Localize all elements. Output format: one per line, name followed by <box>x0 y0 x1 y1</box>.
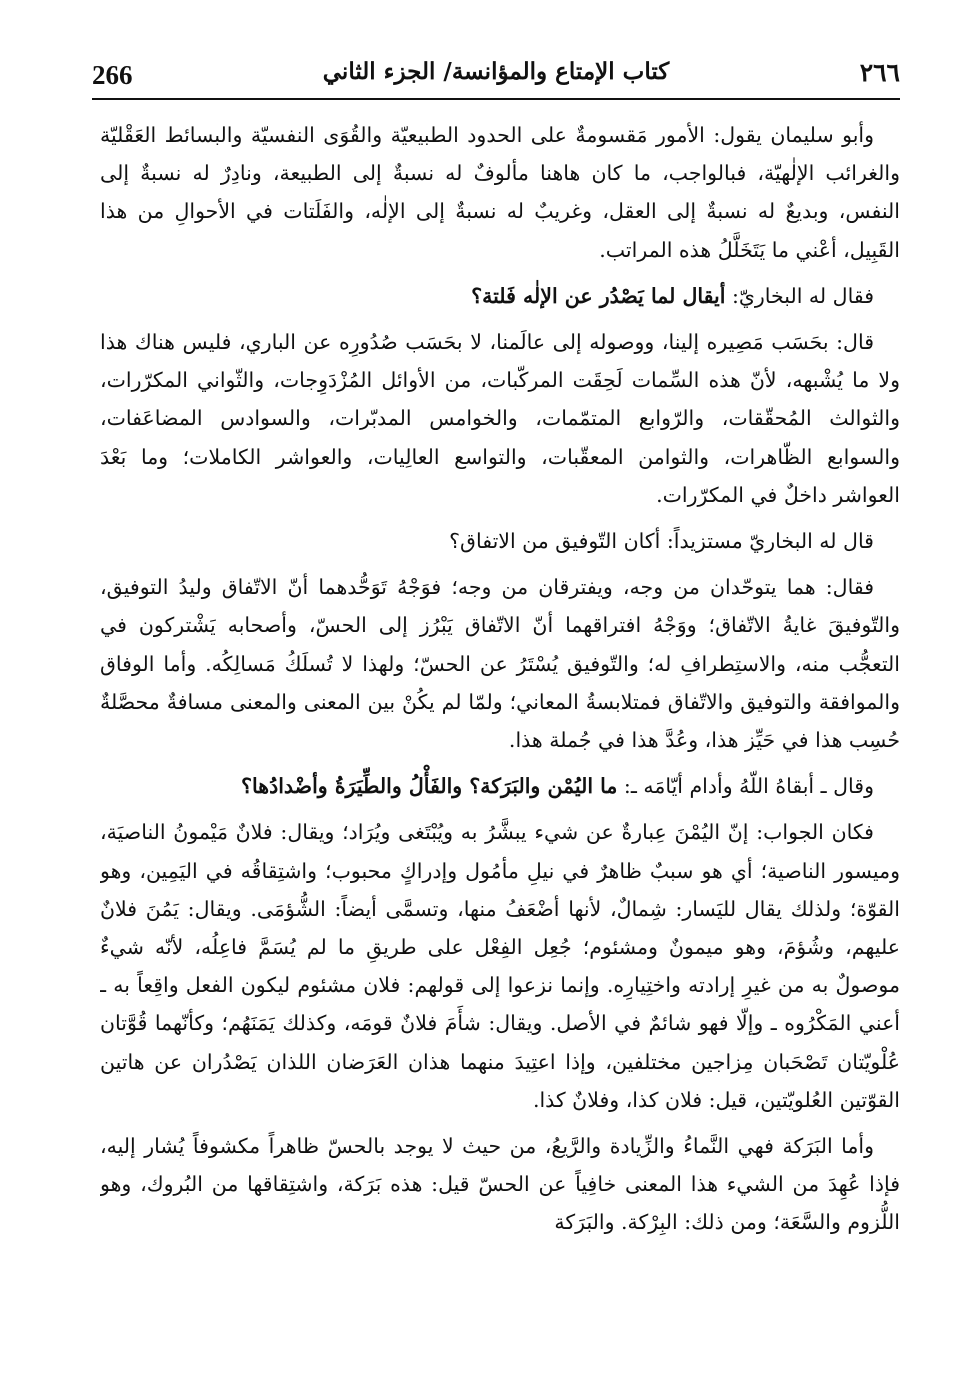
paragraph <box>100 277 900 315</box>
paragraph-text: وقال ـ أبقاهُ اللّهُ وأدام أيّامَه ـ: <box>617 774 874 799</box>
page-number-arabic: ٢٦٦ <box>859 58 900 87</box>
paragraph-text: فقال له البخاريّ: <box>725 283 874 308</box>
paragraph <box>100 116 900 269</box>
paragraph <box>100 767 900 805</box>
paragraph <box>100 522 900 560</box>
page-number-latin: 266 <box>92 60 133 90</box>
paragraph-text: فكان الجواب: إنّ اليُمْنَ عِبارةٌ عن شيء يبشَّرُ به ويُبْتَغى ويُرَاد؛ ويقال: فلانٌ مَيْمونُ الناصيَة، وميسور الناصية؛ أي هو سببٌ ظاهرٌ في نيلِ مأمُول وإدراكٍ محبوب؛ واشتِقاقُه في اليَمِين، وهو القوّة؛ ولذلك يقال لليَسار: شِمالٌ، لأنها أضْعَفُ منها، وتسمَّى أيضاً: الشُّؤمَى. ويقال: يَمُنَ فلانٌ عليهم، وشُؤمَ، وهو ميمونٌ ومشئوم؛ جُعِل الفِعْل على طريقِ ما لم يُسَمَّ فاعِلُه، لأنّه شيءٌ موصولٌ به من غيرِ إرادته واختِيارِه. وإنما نزعوا إلى قولهم: فلان مشئوم ليكون الفعل واقِعاً به ـ أعني المَكْرُوه ـ وإلّا فهو شائمٌ في الأصل. ويقال: شأَمَ فلانٌ قومَه، وكذلك يَمَنَهُم؛ وكأنّهما قُوَّتان عُلْويّتان تَصْحَبان مِزاجين مختلفين، وإذا اعتِيدَ منهما هذان العَرَضان اللذان يَصْدُران عن هاتين القوّتين العُلويّتين، قيل: فلان كذا، وفلانٌ كذا. <box>100 820 900 1112</box>
header-divider <box>92 98 900 100</box>
paragraph <box>100 813 900 1119</box>
page-header <box>92 56 900 104</box>
question-text: أيقال لما يَصْدُر عن الإلٰه فَلتة؟ <box>471 283 726 308</box>
page-body <box>100 116 900 1366</box>
running-title: كتاب الإمتاع والمؤانسة/ الجزء الثاني <box>322 58 670 85</box>
paragraph <box>100 1127 900 1242</box>
question-text: ما اليُمْن والبَرَكة؟ والفَأْلُ والطِّيَرَةُ وأضْدادُها؟ <box>241 774 618 799</box>
paragraph <box>100 323 900 514</box>
paragraph <box>100 568 900 759</box>
paragraph-text: قال له البخاريّ مستزيداً: أكان التّوفيق من الاتفاق؟ <box>449 529 874 554</box>
paragraph-text: وأبو سليمان يقول: الأمور مَقسومةٌ على الحدود الطبيعيّة والقُوَى النفسيّة والبسائط العَقْليّة والغرائب الإلٰهيّة، فبالواجب، ما كان هاهنا مألوفٌ له نسبةٌ إلى الطبيعة، ونادِرٌ له نسبةٌ إلى النفس، وبديعٌ له نسبةٌ إلى العقل، وغريبٌ له نسبةٌ إلى الإلٰه، والفَلَتات في الأحوالِ من هذا القَبِيل، أعْني ما يَتَخَلَّلُ هذه المراتب. <box>100 123 900 262</box>
paragraph-text: قال: بحَسَب مَصِيره إلينا، ووصوله إلى عالَمنا، لا بحَسَب صُدُورِه عن الباري، فليس هناك هذا ولا ما يُشْبهه، لأنّ هذه السِّمات لَحِقَت المركّبات، من الأوائل المُزْدَوِجات، والثّواني المكرّرات، والثوالث المُحقّقات، والرّوابع المتمّمات، والخوامس المدبّرات، والسوادس المضاعَفات، والسوابع الظّاهرات، والثوامن المعقّبات، والتواسع العالِيات، والعواشر الكاملات؛ وما بَعْدَ العواشر داخلٌ في المكرّرات. <box>100 330 900 507</box>
paragraph-text: فقال: هما يتوحّدان من وجه، ويفترقان من وجه؛ فوَجْهُ تَوَحُّدهما أنّ الاتّفاق وليدُ التوفيق، والتّوفيقَ غايةُ الاتّفاق؛ ووَجْهُ افتراقهما أنّ الاتّفاق يَبْرُز إلى الحسّ، وأصحابه يَشْتركون في التعجُّب منه، والاستِطرافِ له؛ والتّوفيق يُسْتَرُ عن الحسّ؛ ولهذا لا تُسلَكُ مَسالِكُه. وأما الوفاق والموافقة والتوفيق والاتّفاق فمتلابسةُ المعاني؛ ولمّا لم يكُنْ بين المعنى والمعنى مسافةٌ محصَّلةٌ حُسِب هذا في حَيِّز هذا، وعُدَّ هذا في جُملة هذا. <box>100 575 900 753</box>
paragraph-text: وأما البَرَكة فهي النَّماءُ والزِّيادة والرَّيعُ، من حيث لا يوجد بالحسّ ظاهراً مكشوفاً يُشار إليه، فإذا عُهِدَ من الشيء هذا المعنى خافِياً عن الحسّ قيل: هذه بَرَكة، واشتِقاقها من البُروك، وهو اللُّزوم والسَّعَة؛ ومن ذلك: البِرْكة. والبَرَكة <box>100 1134 900 1235</box>
